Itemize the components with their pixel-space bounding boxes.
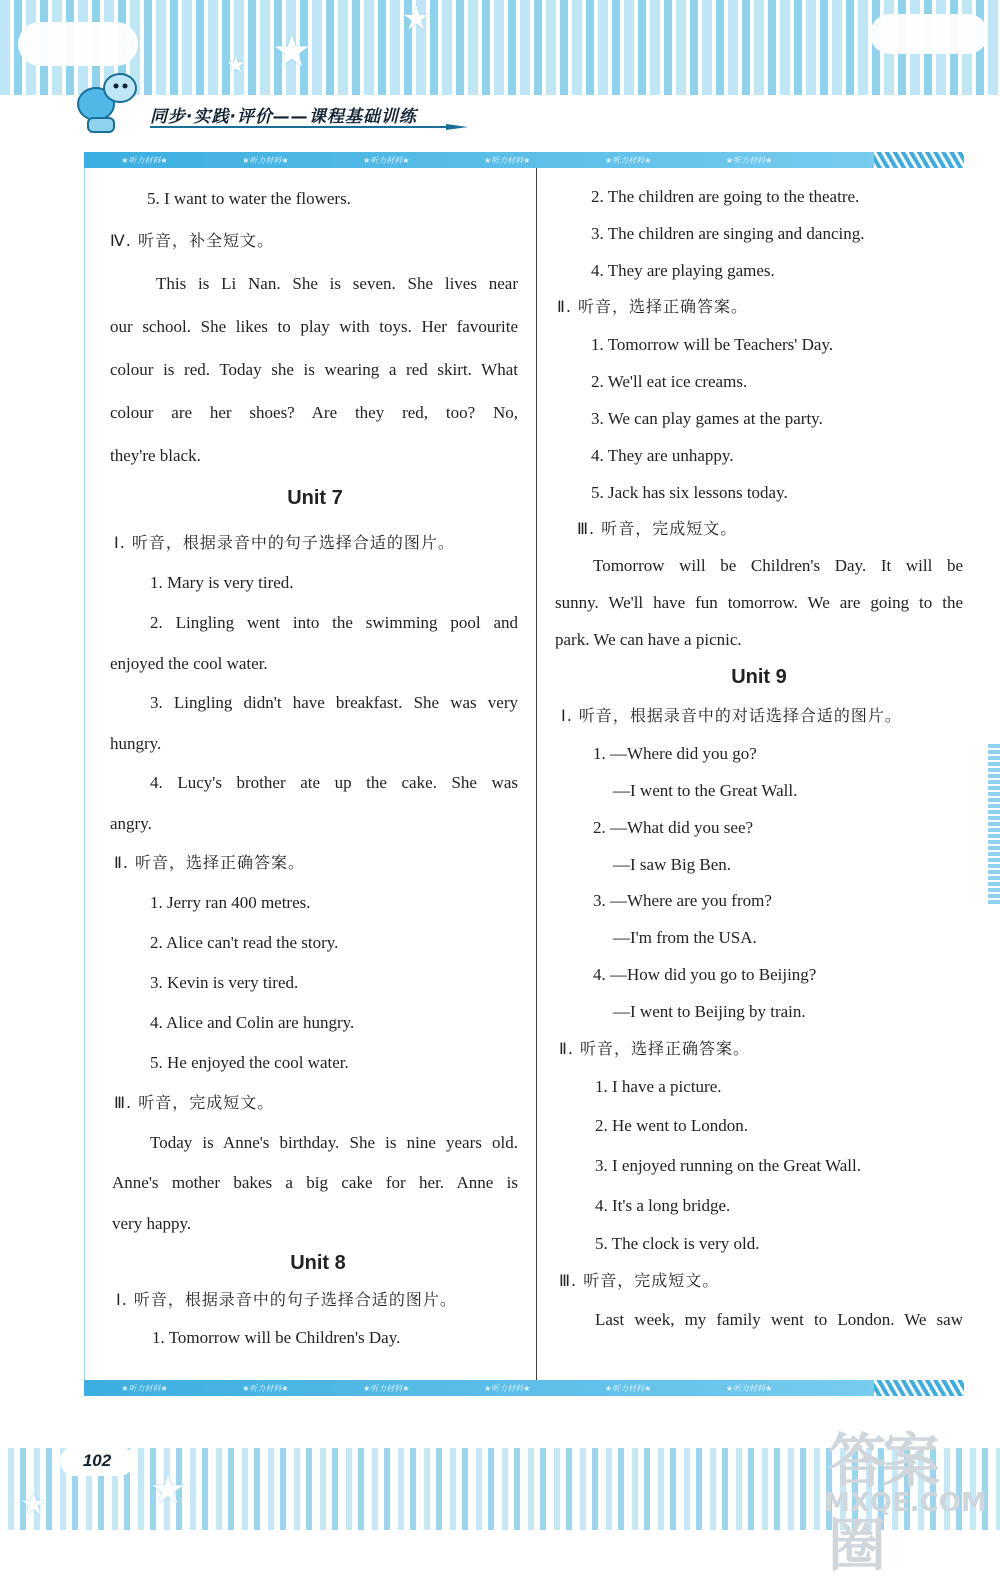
- band-label: ★听力材料★: [604, 155, 652, 165]
- star-icon: ★: [20, 1488, 47, 1521]
- section-heading: Ⅲ. 听音，完成短文。: [577, 519, 738, 538]
- unit-heading: Unit 7: [287, 487, 343, 509]
- text-line: 4. They are playing games.: [591, 261, 775, 280]
- band-label: ★听力材料★: [121, 1383, 168, 1393]
- text-line: 4. Alice and Colin are hungry.: [150, 1013, 355, 1032]
- section-heading: Ⅲ. 听音，完成短文。: [559, 1271, 720, 1290]
- band-hatch: [874, 1380, 964, 1396]
- text-line: angry.: [110, 814, 152, 833]
- listening-material-band-bottom: [84, 1380, 964, 1396]
- title-underline-arrow: [150, 124, 468, 130]
- text-line: 5. He enjoyed the cool water.: [150, 1053, 349, 1072]
- text-line: 3. I enjoyed running on the Great Wall.: [595, 1156, 861, 1175]
- text-line: 1. Mary is very tired.: [150, 573, 294, 592]
- text-line: This is Li Nan. She is seven. She lives near: [156, 274, 518, 293]
- header-stripes: [0, 0, 1000, 95]
- section-heading: Ⅰ. 听音，根据录音中的句子选择合适的图片。: [116, 1290, 457, 1309]
- text-line: 2. We'll eat ice creams.: [591, 372, 748, 391]
- star-icon: ★: [272, 27, 312, 76]
- text-line: 1. Tomorrow will be Children's Day.: [152, 1328, 401, 1347]
- text-line: 4. They are unhappy.: [591, 446, 734, 465]
- band-label: ★听力材料★: [121, 155, 168, 165]
- text-line: our school. She likes to play with toys. Her favourite: [110, 317, 518, 336]
- text-line: 4. —How did you go to Beijing?: [593, 965, 817, 984]
- band-label: ★听力材料★: [484, 1383, 531, 1393]
- band-label: ★听力材料★: [363, 155, 410, 165]
- text-line: 3. —Where are you from?: [593, 891, 772, 910]
- star-icon: ★: [402, 0, 431, 36]
- text-line: 3. We can play games at the party.: [591, 409, 823, 428]
- cloud-decoration: [18, 22, 138, 66]
- section-heading: Ⅲ. 听音，完成短文。: [114, 1093, 275, 1112]
- text-line: 5. Jack has six lessons today.: [591, 483, 788, 502]
- section-heading: Ⅳ. 听音，补全短文。: [110, 231, 274, 250]
- band-label: ★听力材料★: [484, 155, 531, 165]
- star-icon: ★: [226, 52, 246, 77]
- section-heading: Ⅰ. 听音，根据录音中的句子选择合适的图片。: [114, 533, 455, 552]
- text-line: 4. It's a long bridge.: [595, 1196, 731, 1215]
- text-line: 2. He went to London.: [595, 1116, 748, 1135]
- section-heading: Ⅰ. 听音，根据录音中的对话选择合适的图片。: [561, 706, 902, 725]
- text-line: colour is red. Today she is wearing a red skirt. What: [110, 360, 518, 379]
- band-label: ★听力材料★: [725, 1383, 773, 1393]
- text-line: —I went to Beijing by train.: [613, 1002, 806, 1021]
- text-line: 1. Jerry ran 400 metres.: [150, 893, 311, 912]
- section-heading: Ⅱ. 听音，选择正确答案。: [114, 853, 306, 872]
- text-line: 2. The children are going to the theatre.: [591, 187, 860, 206]
- text-line: 1. —Where did you go?: [593, 744, 757, 763]
- text-line: 3. Lingling didn't have breakfast. She was very: [150, 693, 518, 712]
- series-title: 同步·实践·评价——课程基础训练: [150, 107, 417, 127]
- text-line: 2. —What did you see?: [593, 818, 754, 837]
- text-line: 1. Tomorrow will be Teachers' Day.: [591, 335, 834, 354]
- text-line: park. We can have a picnic.: [555, 630, 742, 649]
- text-line: Last week, my family went to London. We saw: [595, 1310, 963, 1329]
- listening-material-band-top: [84, 152, 964, 168]
- text-line: Tomorrow will be Children's Day. It will be: [593, 556, 963, 575]
- text-line: hungry.: [110, 734, 162, 753]
- side-edge-tab: [988, 744, 1000, 904]
- band-label: ★听力材料★: [604, 1383, 652, 1393]
- cloud-decoration: [870, 14, 988, 54]
- mascot-icon: [72, 70, 142, 136]
- text-line: 3. Kevin is very tired.: [150, 973, 299, 992]
- left-margin-rule: [84, 168, 85, 1380]
- text-line: colour are her shoes? Are they red, too? No,: [110, 403, 518, 422]
- site-watermark: [818, 1410, 988, 1579]
- band-label: ★听力材料★: [242, 155, 289, 165]
- column-divider: [536, 168, 537, 1380]
- band-label: ★听力材料★: [363, 1383, 410, 1393]
- text-line: sunny. We'll have fun tomorrow. We are going to the: [555, 593, 963, 612]
- section-heading: Ⅱ. 听音，选择正确答案。: [559, 1039, 751, 1058]
- text-line: —I saw Big Ben.: [613, 855, 732, 874]
- text-line: 2. Lingling went into the swimming pool and: [150, 613, 518, 632]
- text-line: they're black.: [110, 446, 201, 465]
- text-line: 4. Lucy's brother ate up the cake. She was: [150, 773, 518, 792]
- section-heading: Ⅱ. 听音，选择正确答案。: [557, 297, 749, 316]
- text-line: —I'm from the USA.: [613, 928, 757, 947]
- band-label: ★听力材料★: [725, 155, 773, 165]
- star-icon: ★: [150, 1467, 186, 1512]
- text-line: 3. The children are singing and dancing.: [591, 224, 865, 243]
- band-label: ★听力材料★: [242, 1383, 289, 1393]
- text-line: 5. I want to water the flowers.: [147, 189, 351, 208]
- watermark-cn: 答案圈: [828, 1427, 937, 1579]
- text-line: Today is Anne's birthday. She is nine years old.: [150, 1133, 518, 1152]
- text-line: 5. The clock is very old.: [595, 1234, 760, 1253]
- band-hatch: [874, 152, 964, 168]
- unit-heading: Unit 9: [731, 666, 787, 688]
- text-line: —I went to the Great Wall.: [613, 781, 798, 800]
- text-line: 1. I have a picture.: [595, 1077, 722, 1096]
- page-number: 102: [60, 1446, 134, 1476]
- text-line: Anne's mother bakes a big cake for her. Anne is: [112, 1173, 518, 1192]
- text-line: enjoyed the cool water.: [110, 654, 268, 673]
- unit-heading: Unit 8: [290, 1252, 346, 1274]
- watermark-en: MXQE.COM: [824, 1488, 987, 1518]
- text-line: 2. Alice can't read the story.: [150, 933, 339, 952]
- text-line: very happy.: [112, 1214, 192, 1233]
